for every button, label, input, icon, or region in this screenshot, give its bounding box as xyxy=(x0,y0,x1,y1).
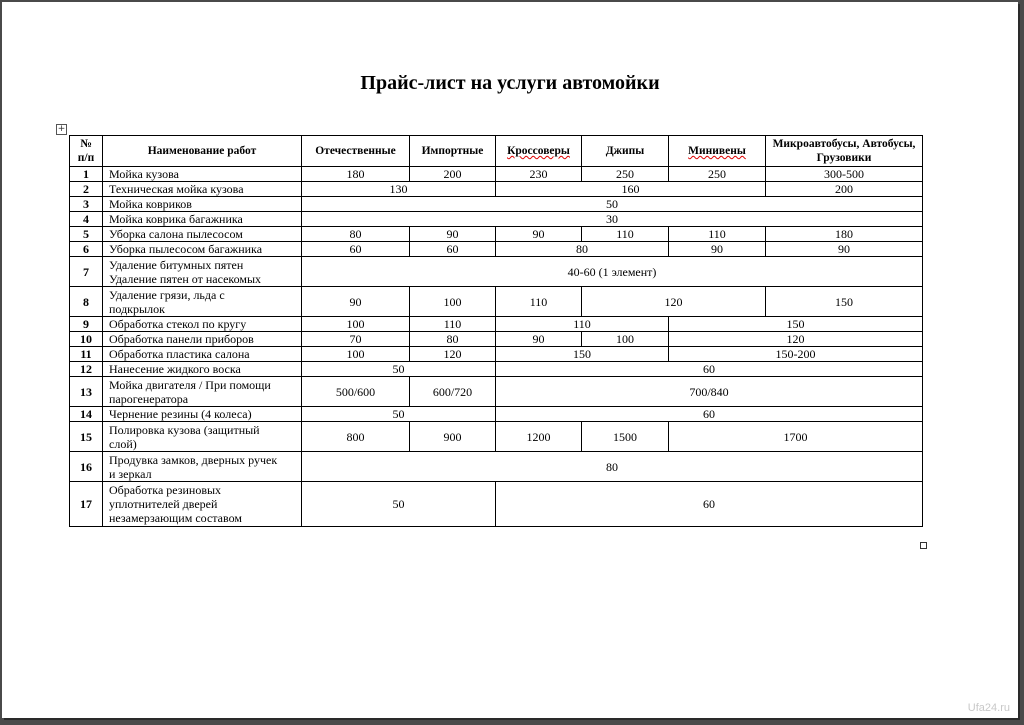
table-row xyxy=(70,452,923,482)
service-name: Обработка стекол по кругу xyxy=(103,317,302,332)
price-cell: 90 xyxy=(302,287,410,317)
service-name-line: и зеркал xyxy=(109,466,152,481)
service-name-line: Удаление битумных пятен xyxy=(109,257,244,272)
table-row xyxy=(70,482,923,527)
table-row xyxy=(70,257,923,287)
service-name-line: слой) xyxy=(109,436,137,451)
row-number: 10 xyxy=(70,332,103,347)
table-row xyxy=(70,197,923,212)
price-table xyxy=(69,135,923,527)
price-cell: 90 xyxy=(496,227,582,242)
service-name xyxy=(103,452,302,482)
price-cell: 110 xyxy=(669,227,766,242)
price-cell: 700/840 xyxy=(496,377,923,407)
price-cell: 120 xyxy=(410,347,496,362)
row-number: 2 xyxy=(70,182,103,197)
row-number: 16 xyxy=(70,452,103,482)
table-move-handle-icon[interactable]: + xyxy=(57,124,66,134)
service-name: Чернение резины (4 колеса) xyxy=(103,407,302,422)
price-cell: 50 xyxy=(302,407,496,422)
table-row xyxy=(70,287,923,317)
table-row xyxy=(70,182,923,197)
price-cell: 110 xyxy=(410,317,496,332)
table-row xyxy=(70,332,923,347)
document-page xyxy=(2,2,1018,718)
row-number: 14 xyxy=(70,407,103,422)
price-cell: 80 xyxy=(302,452,923,482)
price-cell: 100 xyxy=(302,347,410,362)
service-name-line: Полировка кузова (защитный xyxy=(109,422,260,437)
price-cell: 60 xyxy=(302,242,410,257)
service-name: Обработка пластика салона xyxy=(103,347,302,362)
price-cell: 60 xyxy=(410,242,496,257)
table-row xyxy=(70,317,923,332)
price-cell: 60 xyxy=(496,362,923,377)
service-name: Обработка панели приборов xyxy=(103,332,302,347)
row-number: 7 xyxy=(70,257,103,287)
price-cell: 90 xyxy=(766,242,923,257)
service-name xyxy=(103,482,302,527)
table-row xyxy=(70,242,923,257)
row-number: 4 xyxy=(70,212,103,227)
row-number: 5 xyxy=(70,227,103,242)
price-cell: 180 xyxy=(302,167,410,182)
price-cell: 90 xyxy=(496,332,582,347)
row-number: 1 xyxy=(70,167,103,182)
header-name: Наименование работ xyxy=(103,136,302,167)
price-cell: 150 xyxy=(669,317,923,332)
price-cell: 80 xyxy=(302,227,410,242)
price-cell: 50 xyxy=(302,362,496,377)
price-cell: 200 xyxy=(766,182,923,197)
service-name: Нанесение жидкого воска xyxy=(103,362,302,377)
service-name xyxy=(103,287,302,317)
row-number: 3 xyxy=(70,197,103,212)
service-name-line: Продувка замков, дверных ручек xyxy=(109,452,278,467)
price-cell: 30 xyxy=(302,212,923,227)
header-imported: Импортные xyxy=(410,136,496,167)
price-cell: 150 xyxy=(766,287,923,317)
price-cell: 90 xyxy=(410,227,496,242)
header-minivans: Минивены xyxy=(669,136,766,167)
service-name-line: уплотнителей дверей xyxy=(109,497,218,511)
document-title: Прайс-лист на услуги автомойки xyxy=(360,72,660,94)
price-cell: 1500 xyxy=(582,422,669,452)
price-cell: 1200 xyxy=(496,422,582,452)
price-cell: 120 xyxy=(669,332,923,347)
price-cell: 250 xyxy=(582,167,669,182)
price-cell: 110 xyxy=(582,227,669,242)
price-cell: 180 xyxy=(766,227,923,242)
price-cell: 200 xyxy=(410,167,496,182)
service-name: Мойка коврика багажника xyxy=(103,212,302,227)
price-cell: 600/720 xyxy=(410,377,496,407)
price-cell: 70 xyxy=(302,332,410,347)
price-cell: 40-60 (1 элемент) xyxy=(302,257,923,287)
header-domestic: Отечественные xyxy=(302,136,410,167)
price-cell: 800 xyxy=(302,422,410,452)
service-name: Мойка ковриков xyxy=(103,197,302,212)
table-row xyxy=(70,407,923,422)
price-cell: 100 xyxy=(302,317,410,332)
table-row xyxy=(70,422,923,452)
service-name-line: Обработка резиновых xyxy=(109,483,222,497)
service-name-line: незамерзающим составом xyxy=(109,511,242,525)
table-row xyxy=(70,227,923,242)
table-row xyxy=(70,347,923,362)
price-cell: 80 xyxy=(410,332,496,347)
row-number: 8 xyxy=(70,287,103,317)
price-cell: 110 xyxy=(496,287,582,317)
header-num: № п/п xyxy=(70,136,103,167)
price-cell: 150 xyxy=(496,347,669,362)
header-crossovers: Кроссоверы xyxy=(496,136,582,167)
price-cell: 500/600 xyxy=(302,377,410,407)
table-row xyxy=(70,362,923,377)
table-row xyxy=(70,212,923,227)
service-name-line: подкрылок xyxy=(109,301,165,316)
service-name-line: парогенератора xyxy=(109,391,189,406)
price-cell: 160 xyxy=(496,182,766,197)
price-cell: 60 xyxy=(496,407,923,422)
service-name: Уборка салона пылесосом xyxy=(103,227,302,242)
price-cell: 110 xyxy=(496,317,669,332)
price-cell: 50 xyxy=(302,197,923,212)
price-cell: 90 xyxy=(669,242,766,257)
header-buses: Микроавтобусы, Автобусы, Грузовики xyxy=(766,136,923,167)
price-cell: 900 xyxy=(410,422,496,452)
service-name-line: Удаление грязи, льда с xyxy=(109,287,225,302)
price-cell: 100 xyxy=(410,287,496,317)
price-cell: 120 xyxy=(582,287,766,317)
price-cell: 250 xyxy=(669,167,766,182)
price-cell: 150-200 xyxy=(669,347,923,362)
row-number: 11 xyxy=(70,347,103,362)
header-row xyxy=(70,136,923,167)
price-cell: 230 xyxy=(496,167,582,182)
table-resize-handle-icon[interactable] xyxy=(920,542,927,549)
price-cell: 300-500 xyxy=(766,167,923,182)
watermark: Ufa24.ru xyxy=(967,702,1010,714)
table-row xyxy=(70,167,923,182)
service-name xyxy=(103,377,302,407)
service-name xyxy=(103,422,302,452)
service-name xyxy=(103,257,302,287)
row-number: 13 xyxy=(70,377,103,407)
row-number: 9 xyxy=(70,317,103,332)
service-name-line: Удаление пятен от насекомых xyxy=(109,271,262,286)
row-number: 6 xyxy=(70,242,103,257)
service-name: Мойка кузова xyxy=(103,167,302,182)
row-number: 15 xyxy=(70,422,103,452)
price-cell: 130 xyxy=(302,182,496,197)
row-number: 12 xyxy=(70,362,103,377)
price-cell: 100 xyxy=(582,332,669,347)
price-cell: 50 xyxy=(302,482,496,527)
price-cell: 60 xyxy=(496,482,923,527)
price-cell: 80 xyxy=(496,242,669,257)
service-name-line: Мойка двигателя / При помощи xyxy=(109,377,271,392)
service-name: Уборка пылесосом багажника xyxy=(103,242,302,257)
row-number: 17 xyxy=(70,482,103,527)
table-row xyxy=(70,377,923,407)
header-jeeps: Джипы xyxy=(582,136,669,167)
service-name: Техническая мойка кузова xyxy=(103,182,302,197)
price-cell: 1700 xyxy=(669,422,923,452)
